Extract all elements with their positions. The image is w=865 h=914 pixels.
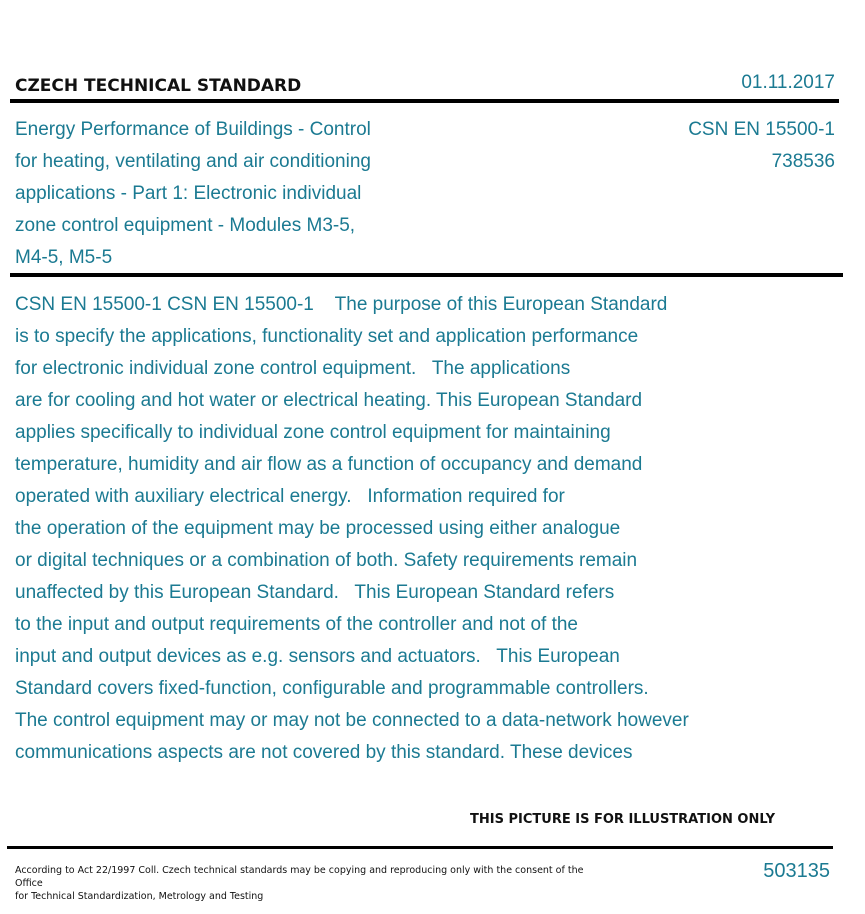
abstract-line: applies specifically to individual zone control equipment for maintaining — [15, 422, 611, 443]
footer-divider — [7, 846, 833, 849]
title-divider — [10, 273, 843, 277]
abstract-line: Standard covers fixed-function, configurable and programmable controllers. — [15, 678, 649, 699]
abstract-line: The control equipment may or may not be connected to a data-network however — [15, 710, 689, 731]
standard-code: CSN EN 15500-1 — [688, 119, 835, 140]
catalog-number: 738536 — [771, 151, 835, 172]
abstract-line: operated with auxiliary electrical energy. Information required for — [15, 486, 565, 507]
abstract-line: are for cooling and hot water or electrical heating. This European Standard — [15, 390, 643, 411]
issue-date: 01.11.2017 — [741, 72, 835, 93]
abstract-line: temperature, humidity and air flow as a function of occupancy and demand — [15, 454, 643, 475]
product-number: 503135 — [763, 860, 830, 882]
abstract-text — [15, 289, 805, 769]
title-line: M4-5, M5-5 — [15, 247, 113, 268]
abstract-line: to the input and output requirements of the controller and not of the — [15, 614, 578, 635]
abstract-line: CSN EN 15500-1 CSN EN 15500-1 The purpose of this European Standard — [15, 294, 668, 315]
title-line: applications - Part 1: Electronic individual — [15, 183, 362, 204]
abstract-line: or digital techniques or a combination of both. Safety requirements remain — [15, 550, 638, 571]
copyright-line: for Technical Standardization, Metrology and Testing — [15, 891, 264, 902]
title-line: for heating, ventilating and air conditioning — [15, 151, 371, 172]
abstract-line: the operation of the equipment may be processed using either analogue — [15, 518, 621, 539]
copyright-note — [15, 864, 595, 903]
abstract-line: is to specify the applications, functionality set and application performance — [15, 326, 639, 347]
standard-codes — [688, 114, 835, 178]
title-line: zone control equipment - Modules M3-5, — [15, 215, 356, 236]
copyright-line: According to Act 22/1997 Coll. Czech technical standards may be copying and reproducing only with the consent of the Office — [15, 865, 584, 889]
abstract-line: for electronic individual zone control equipment. The applications — [15, 358, 571, 379]
abstract-line: communications aspects are not covered by this standard. These devices — [15, 742, 633, 763]
abstract-line: input and output devices as e.g. sensors and actuators. This European — [15, 646, 620, 667]
illustration-notice: THIS PICTURE IS FOR ILLUSTRATION ONLY — [470, 812, 775, 827]
standard-title — [15, 114, 445, 274]
document-type-label: CZECH TECHNICAL STANDARD — [15, 76, 302, 96]
abstract-line: unaffected by this European Standard. This European Standard refers — [15, 582, 615, 603]
header-divider — [10, 99, 839, 103]
title-line: Energy Performance of Buildings - Control — [15, 119, 371, 140]
